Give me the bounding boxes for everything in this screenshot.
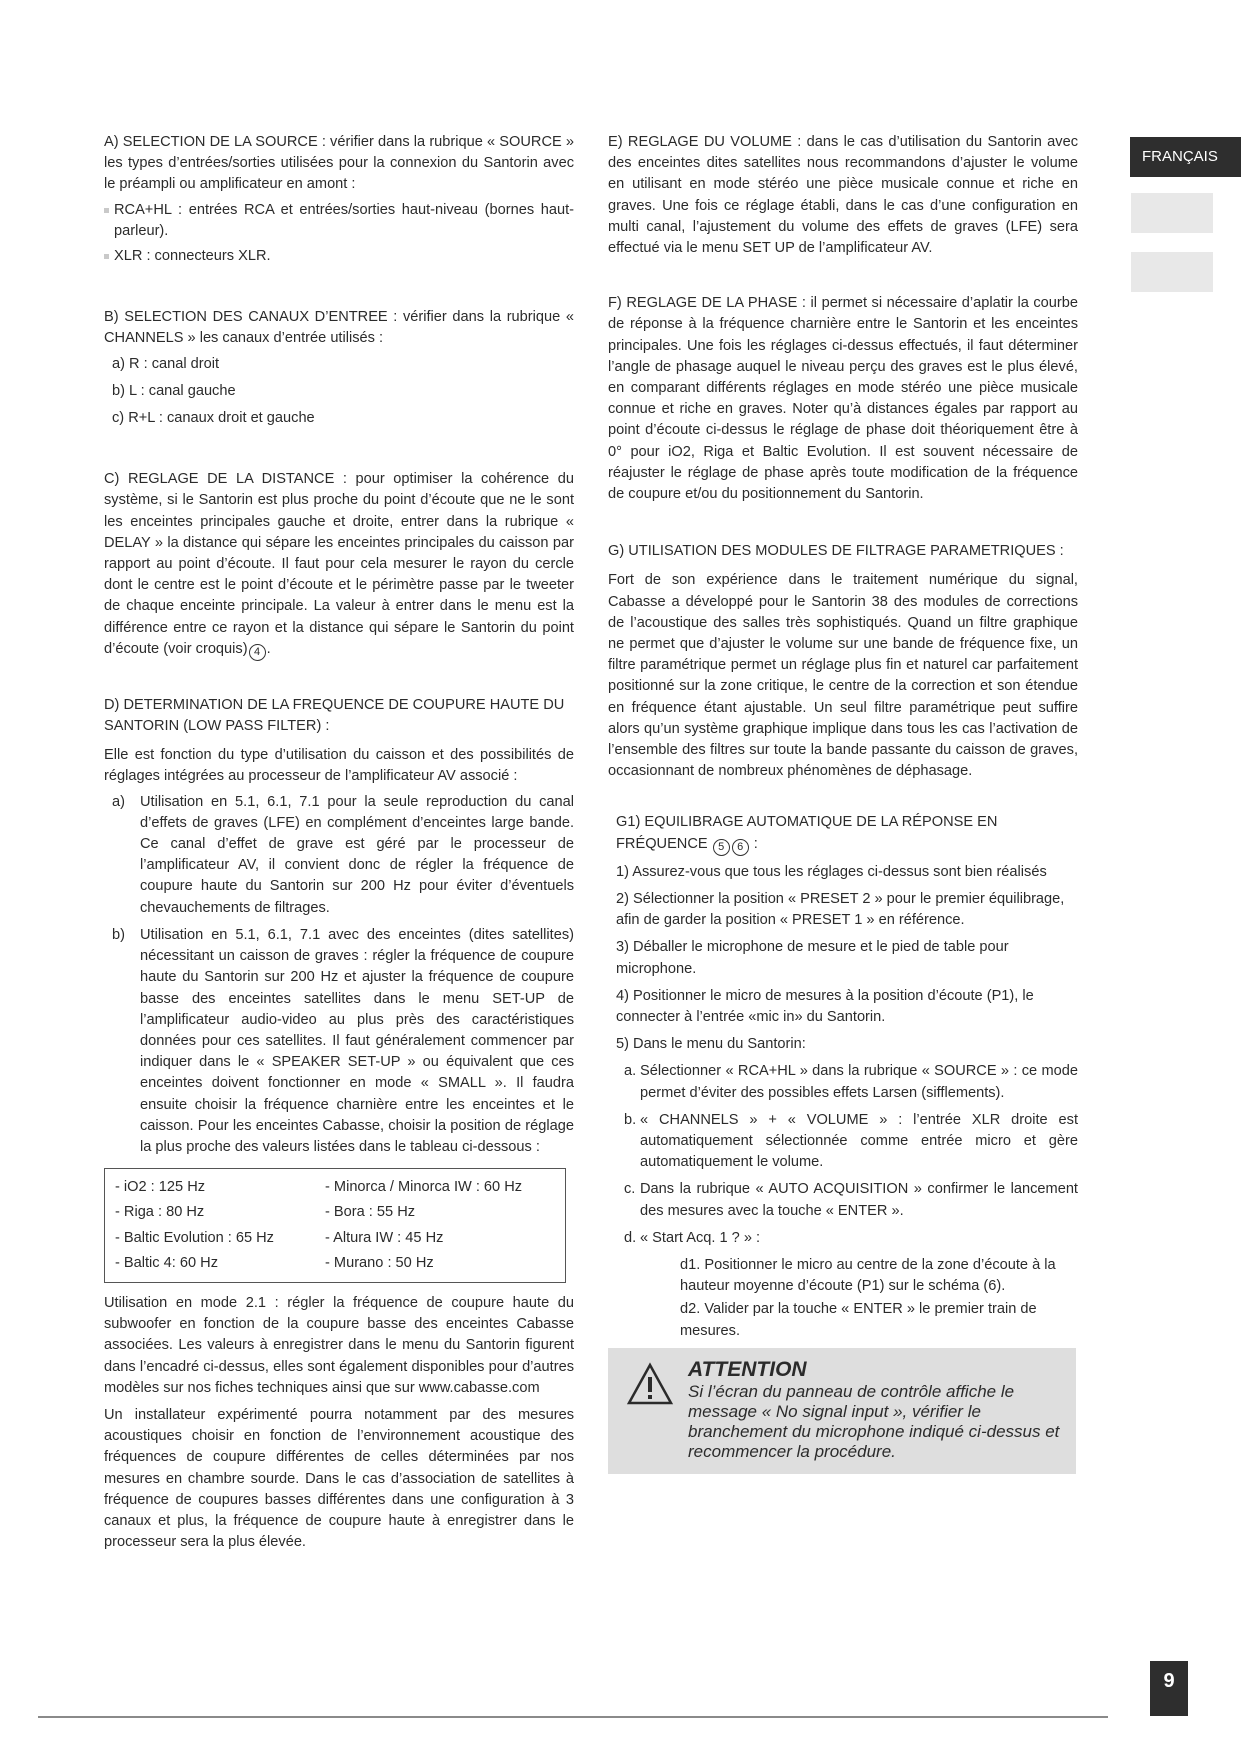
step-4: 4) Positionner le micro de mesures à la position d’écoute (P1), le connecter à l’entrée «mic in» du Santorin. xyxy=(616,987,1034,1025)
table-cell: - iO2 : 125 Hz xyxy=(115,1179,206,1196)
left-column xyxy=(104,132,574,1583)
sub-step-a: a. Sélectionner « RCA+HL » dans la rubrique « SOURCE » : ce mode permet d’éviter des possibles effets Larsen (sifflements). xyxy=(624,1063,1078,1101)
list-item: c) R+L : canaux droit et gauche xyxy=(112,410,315,427)
list-item: a) R : canal droit xyxy=(112,355,220,372)
channels-text: B) SELECTION DES CANAUX D’ENTREE : vérifier dans la rubrique « CHANNELS » les canaux d’entrée utilisés : xyxy=(104,309,574,347)
table-cell: - Bora : 55 Hz xyxy=(325,1204,416,1221)
section-channels xyxy=(104,307,574,429)
sub-step-b: b. « CHANNELS » + « VOLUME » : l’entrée XLR droite est automatiquement sélectionnée comme entrée micro et gère automatiquement le volume. xyxy=(624,1111,1078,1171)
square-bullet-icon xyxy=(104,208,109,213)
section-source xyxy=(104,132,574,267)
section-volume xyxy=(608,132,1078,259)
figure-ref-6: 6 xyxy=(732,839,749,856)
language-tab-blank-1 xyxy=(1131,193,1213,233)
table-cell: - Murano : 50 Hz xyxy=(325,1254,434,1271)
section-parametric xyxy=(608,541,1078,782)
step-5: 5) Dans le menu du Santorin: xyxy=(616,1036,806,1053)
section-low-pass xyxy=(104,695,574,1554)
source-text: A) SELECTION DE LA SOURCE : vérifier dans la rubrique « SOURCE » les types d’entrées/sorties utilisées pour la connexion du Santorin avec le préampli ou amplificateur en amont : xyxy=(104,134,574,193)
warning-icon xyxy=(626,1362,674,1406)
parametric-heading: G) UTILISATION DES MODULES DE FILTRAGE PARAMETRIQUES : xyxy=(608,543,1064,560)
table-cell: - Riga : 80 Hz xyxy=(115,1204,205,1221)
section-distance xyxy=(104,469,574,661)
section-phase xyxy=(608,293,1078,505)
sub-step-d2: d2. Valider par la touche « ENTER » le premier train de mesures. xyxy=(680,1301,1037,1339)
distance-text: C) REGLAGE DE LA DISTANCE : pour optimiser la cohérence du système, si le Santorin est plus proche du point d’écoute que ne le sont les enceintes principales gauche et droite, entrer dans la rubrique « DELAY » la distance qui sépare les enceintes principales du caisson par rapport au point d’écoute. Il faut pour cela mesurer le rayon du cercle dont le centre est le point d’écoute et le périmètre passe par le tweeter de chaque enceinte principale. La valeur à entrer dans le menu est la différence entre ce rayon et la distance qui sépare le Santorin du point d’écoute (voir croquis) 4 . xyxy=(104,469,574,661)
section-auto-eq xyxy=(608,812,1078,1473)
figure-ref-4: 4 xyxy=(249,644,266,661)
volume-text: E) REGLAGE DU VOLUME : dans le cas d’utilisation du Santorin avec des enceintes dites satellites nous recommandons d’ajuster le volume en utilisant en mode stéréo une pièce musicale connue et riche en graves. Une fois ce réglage établi, dans le cas d’une configuration en multi canal, l’ajustement du volume des effets de graves (LFE) sera effectué via le menu SET UP de l’amplificateur AV. xyxy=(608,134,1078,257)
figure-ref-5: 5 xyxy=(713,839,730,856)
sub-step-c: c. Dans la rubrique « AUTO ACQUISITION » confirmer le lancement des mesures avec la touche « ENTER ». xyxy=(624,1181,1078,1219)
table-cell: - Minorca / Minorca IW : 60 Hz xyxy=(325,1179,523,1196)
low-pass-intro: Elle est fonction du type d’utilisation du caisson et des possibilités de réglages intégrées au processeur de l’amplificateur AV associé : xyxy=(104,747,574,785)
step-2: 2) Sélectionner la position « PRESET 2 » pour le premier équilibrage, afin de garder la position « PRESET 1 » en référence. xyxy=(616,890,1065,929)
step-3: 3) Déballer le microphone de mesure et le pied de table pour microphone. xyxy=(616,939,1009,977)
footer-divider xyxy=(38,1716,1108,1718)
attention-body: Si l’écran du panneau de contrôle affiche le message « No signal input », vérifier le branchement du microphone indiqué ci-dessus et recommencer la procédure. xyxy=(688,1381,1060,1461)
attention-box xyxy=(608,1348,1076,1474)
table-cell: - Baltic 4: 60 Hz xyxy=(115,1254,219,1271)
attention-title: ATTENTION xyxy=(688,1357,807,1381)
phase-text: F) REGLAGE DE LA PHASE : il permet si nécessaire d’aplatir la courbe de réponse à la fréquence charnière entre le Santorin et les enceintes principales. Une fois les réglages ci-dessus effectués, il faut déterminer l’angle de phasage auquel le niveau perçu des graves est le plus élevé, en comparant différents réglages en mode stéréo une pièce musicale connue et riche en graves. Noter qu’à distances égales par rapport au point d’écoute ci-dessus le réglage de phase doit théoriquement être à 0° pour iO2, Riga et Baltic Evolution. Il est souvent nécessaire de réajuster le réglage de phase après toute modification de la fréquence de coupure et/ou du positionnement du Santorin. xyxy=(608,295,1078,503)
table-cell: - Altura IW : 45 Hz xyxy=(325,1229,444,1246)
bullet-item: XLR : connecteurs XLR. xyxy=(104,246,574,267)
parametric-text: Fort de son expérience dans le traitement numérique du signal, Cabasse a développé pour le Santorin 38 des modules de corrections de l’acoustique des salles très sophistiqués. Quand un filtre graphique ne permet que d’ajuster le volume sur une bande de fréquence fixe, un filtre paramétrique permet un réglage plus fin et naturel car parfaitement positionné sur la zone critique, le centre de la correction et son étendue en fréquence étant ajustable. Un seul filtre paramétrique peut suffire alors qu’un système graphique implique dans tous les cas l’activation de l’ensemble des filtres sur toute la bande passante du caisson de graves, occasionnant de nombreux phénomènes de déphasage. xyxy=(608,572,1078,780)
table-cell: - Baltic Evolution : 65 Hz xyxy=(115,1229,274,1246)
right-column xyxy=(608,132,1078,1504)
frequency-table-box xyxy=(104,1168,566,1283)
page-number: 9 xyxy=(1150,1661,1188,1716)
list-item: b) Utilisation en 5.1, 6.1, 7.1 avec des enceintes (dites satellites) nécessitant un caisson de graves : régler la fréquence de coupure haute du Santorin sur 200 Hz et ajuster la fréquence de coupure basse des enceintes satellites dans le menu SET-UP de l’amplificateur audio-video au plus près des caractéristiques données pour ces satellites. Il faut généralement commencer par indiquer dans le « SPEAKER SET-UP » ou équivalent que ces enceintes doivent fonctionner en mode « SMALL ». Il faudra ensuite choisir la fréquence charnière entre les enceintes et le caisson. Pour les enceintes Cabasse, choisir la position de réglage la plus proche des valeurs listées dans le tableau ci-dessous : xyxy=(112,926,574,1155)
step-1: 1) Assurez-vous que tous les réglages ci-dessus sont bien réalisés xyxy=(616,863,1047,880)
list-item: a) Utilisation en 5.1, 6.1, 7.1 pour la seule reproduction du canal d’effets de graves (LFE) en complément d’enceintes large bande. Ce canal d’effet de grave est géré par le processeur de l’amplificateur AV, il convient donc de régler la fréquence de coupure haute du Santorin sur 200 Hz pour éviter d’éventuels chevauchements de filtrages. xyxy=(112,793,574,916)
language-tab-blank-2 xyxy=(1131,252,1213,292)
auto-eq-heading: G1) EQUILIBRAGE AUTOMATIQUE DE LA RÉPONSE EN FRÉQUENCE 5 6 : xyxy=(608,812,1078,855)
list-item: b) L : canal gauche xyxy=(112,382,236,399)
square-bullet-icon xyxy=(104,254,109,259)
bullet-item: RCA+HL : entrées RCA et entrées/sorties haut-niveau (bornes haut-parleur). xyxy=(104,200,574,242)
installer-text: Un installateur expérimenté pourra notamment par des mesures acoustiques choisir en fonction de l’environnement acoustique des fréquences de coupure différentes de celles déterminées par nos mesures en chambre sourde. Dans le cas d’association de satellites à fréquence de coupures basses différentes dans une configuration à 3 canaux et plus, la fréquence de coupure haute à enregistrer dans le processeur sera la plus élevée. xyxy=(104,1406,574,1551)
low-pass-heading: D) DETERMINATION DE LA FREQUENCE DE COUPURE HAUTE DU SANTORIN (LOW PASS FILTER) : xyxy=(104,696,565,735)
mode-2-1-text: Utilisation en mode 2.1 : régler la fréquence de coupure haute du subwoofer en fonction de la coupure basse des enceintes Cabasse associées. Les valeurs à enregistrer dans le menu du Santorin figurent dans l’encadré ci-dessus, elles sont également disponibles pour d’autres modèles sur nos fiches techniques ainsi que sur www.cabasse.com xyxy=(104,1294,574,1396)
language-tab[interactable]: FRANÇAIS xyxy=(1130,137,1241,177)
sub-step-d1: d1. Positionner le micro au centre de la zone d’écoute à la hauteur moyenne d’écoute (P1) sur le schéma (6). xyxy=(680,1256,1056,1295)
sub-step-d: d. « Start Acq. 1 ? » : xyxy=(624,1229,761,1246)
